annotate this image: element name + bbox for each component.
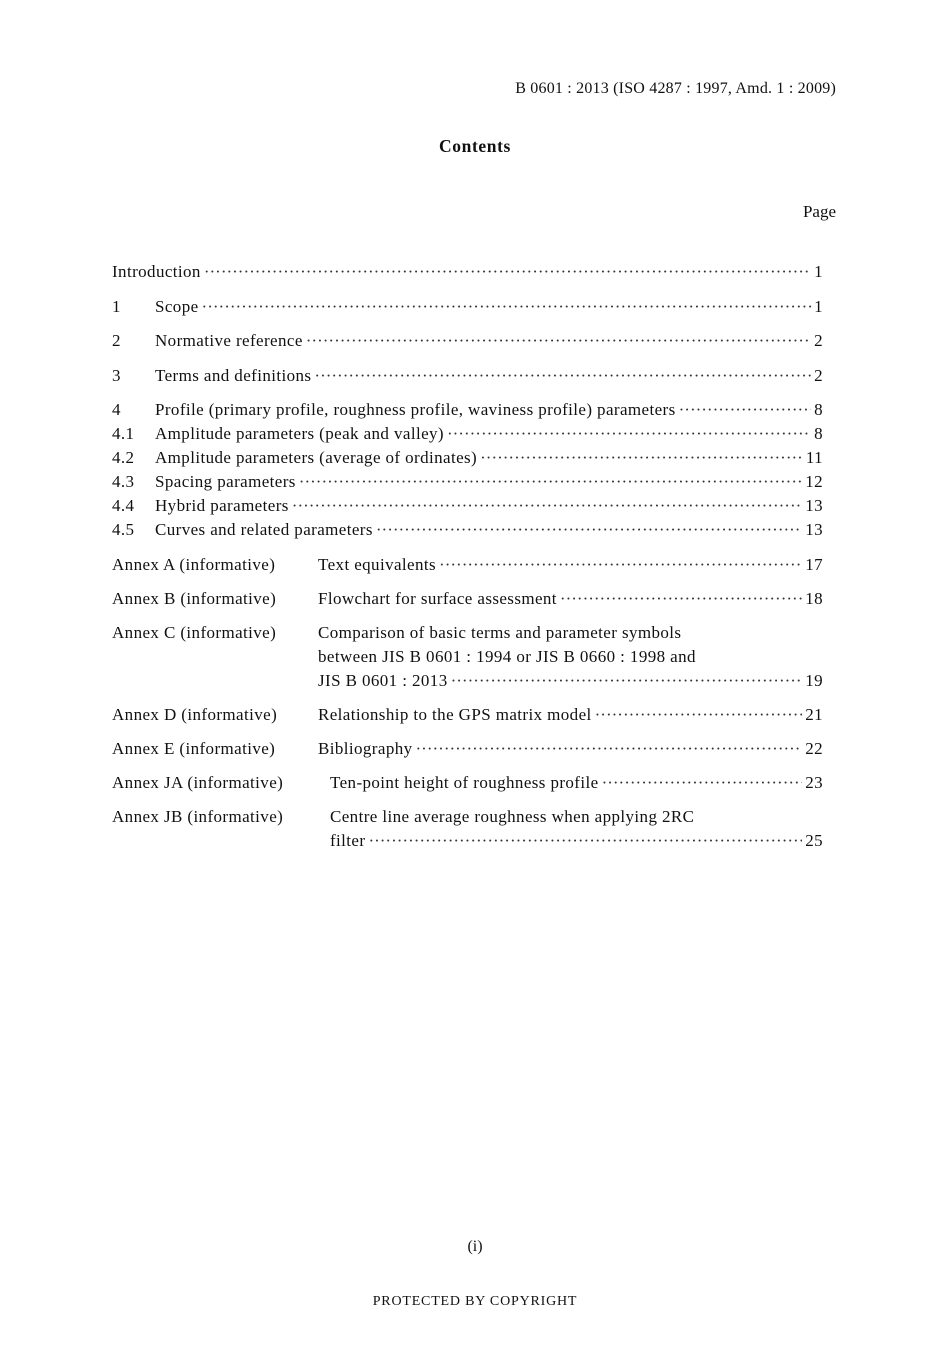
leader-dots [679, 400, 811, 420]
toc-entry-subclause[interactable] [112, 496, 823, 520]
toc-entry-title: JIS B 0601 : 2013 [318, 671, 448, 690]
toc-entry-subclause[interactable] [112, 448, 823, 472]
leader-dots [292, 496, 802, 516]
leader-dots [306, 331, 811, 351]
doc-id-header: B 0601 : 2013 (ISO 4287 : 1997, Amd. 1 : 2009) [515, 80, 836, 97]
leader-dots [447, 424, 811, 444]
annex-label: Annex E (informative) [112, 739, 276, 758]
toc-entry-number: 4.4 [112, 496, 135, 515]
leader-dots [368, 831, 802, 851]
toc-entry-page: 11 [805, 448, 823, 467]
annex-label: Annex C (informative) [112, 623, 277, 642]
annex-label: Annex JA (informative) [112, 773, 284, 792]
toc-entry-number: 1 [112, 297, 121, 316]
toc-entry-page: 21 [805, 705, 823, 724]
toc-entry-annex-d[interactable] [318, 705, 823, 729]
toc-entry-annex-ja[interactable] [330, 773, 823, 797]
toc-entry-title: Spacing parameters [155, 472, 296, 491]
toc-entry-clause[interactable] [112, 400, 823, 424]
toc-entry-title: Relationship to the GPS matrix model [318, 705, 592, 724]
toc-entry-annex-jb-line: Centre line average roughness when applying 2RC [330, 807, 695, 826]
toc-entry-number: 3 [112, 366, 121, 385]
toc-entry-annex-jb[interactable] [330, 831, 823, 855]
toc-entry-page: 25 [805, 831, 823, 850]
leader-dots [602, 773, 803, 793]
annex-label: Annex A (informative) [112, 555, 276, 574]
toc-entry-page: 1 [814, 262, 823, 281]
toc-entry-title: Ten-point height of roughness profile [330, 773, 599, 792]
toc-entry-introduction[interactable] [112, 262, 823, 286]
toc-entry-page: 13 [805, 520, 823, 539]
leader-dots [560, 589, 802, 609]
leader-dots [439, 555, 802, 575]
toc-entry-annex-e[interactable] [318, 739, 823, 763]
toc-entry-number: 4.2 [112, 448, 135, 467]
toc-entry-page: 17 [805, 555, 823, 574]
page-title: Contents [439, 136, 511, 156]
toc-entry-page: 2 [814, 331, 823, 350]
page-number: (i) [467, 1238, 483, 1255]
toc-entry-page: 23 [805, 773, 823, 792]
toc-entry-subclause[interactable] [112, 520, 823, 544]
toc-entry-number: 4.1 [112, 424, 135, 443]
toc-entry-title: Terms and definitions [155, 366, 312, 385]
toc-entry-annex-b[interactable] [318, 589, 823, 613]
toc-entry-clause[interactable] [112, 297, 823, 321]
toc-entry-title: filter [330, 831, 366, 850]
toc-entry-subclause[interactable] [112, 472, 823, 496]
toc-entry-title: Scope [155, 297, 199, 316]
toc-entry-page: 8 [814, 424, 823, 443]
leader-dots [451, 671, 803, 691]
toc-entry-annex-c-line: Comparison of basic terms and parameter symbols [318, 623, 682, 642]
toc-entry-title: Text equivalents [318, 555, 437, 574]
leader-dots [376, 520, 802, 540]
annex-label: Annex B (informative) [112, 589, 277, 608]
leader-dots [314, 366, 811, 386]
toc-entry-annex-c[interactable] [318, 671, 823, 695]
leader-dots [480, 448, 803, 468]
toc-entry-number: 2 [112, 331, 121, 350]
toc-entry-clause[interactable] [112, 331, 823, 355]
toc-entry-page: 1 [814, 297, 823, 316]
toc-entry-title: Flowchart for surface assessment [318, 589, 557, 608]
toc-entry-page: 18 [805, 589, 823, 608]
toc-entry-title: Curves and related parameters [155, 520, 373, 539]
toc-entry-page: 12 [805, 472, 823, 491]
toc-entry-title: Amplitude parameters (average of ordinates) [155, 448, 478, 467]
toc-entry-title: Normative reference [155, 331, 303, 350]
toc-entry-title: Bibliography [318, 739, 413, 758]
toc-entry-page: 19 [805, 671, 823, 690]
toc-entry-title: Profile (primary profile, roughness profile, waviness profile) parameters [155, 400, 676, 419]
leader-dots [202, 297, 812, 317]
toc-entry-number: 4.3 [112, 472, 135, 491]
leader-dots [204, 262, 811, 282]
page-column-label: Page [802, 202, 836, 221]
toc-entry-annex-a[interactable] [318, 555, 823, 579]
toc-entry-page: 2 [814, 366, 823, 385]
copyright-notice: PROTECTED BY COPYRIGHT [372, 1294, 578, 1309]
toc-entry-annex-c-line: between JIS B 0601 : 1994 or JIS B 0660 : 1998 and [318, 647, 696, 666]
toc-entry-title: Hybrid parameters [155, 496, 289, 515]
toc-entry-number: 4 [112, 400, 121, 419]
toc-entry-number: 4.5 [112, 520, 135, 539]
toc-entry-clause[interactable] [112, 366, 823, 390]
toc-entry-title: Amplitude parameters (peak and valley) [155, 424, 444, 443]
toc-entry-title: Introduction [112, 262, 201, 281]
toc-entry-page: 13 [805, 496, 823, 515]
leader-dots [416, 739, 803, 759]
toc-entry-subclause[interactable] [112, 424, 823, 448]
annex-label: Annex JB (informative) [112, 807, 284, 826]
leader-dots [595, 705, 803, 725]
toc-entry-page: 8 [814, 400, 823, 419]
leader-dots [299, 472, 802, 492]
toc-entry-page: 22 [805, 739, 823, 758]
annex-label: Annex D (informative) [112, 705, 278, 724]
